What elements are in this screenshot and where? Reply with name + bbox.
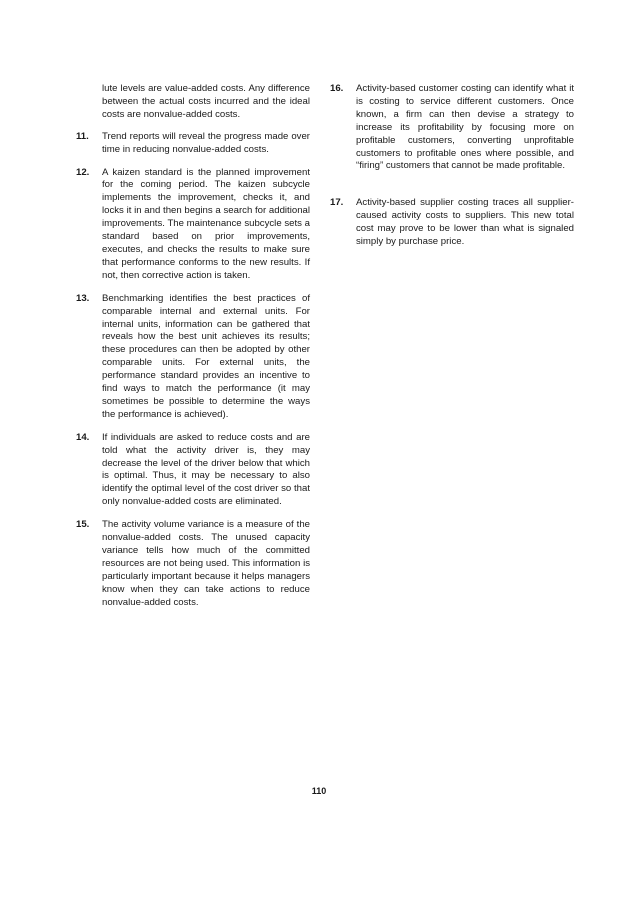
item-text: The activity volume variance is a measure of the nonvalue-added costs. The unused capacity variance tells how much of the committed resources are not being used. This information is particularly important because it helps managers know when they can take actions to reduce nonvalue-added costs. <box>102 519 310 608</box>
item-number: 13. <box>76 292 90 304</box>
list-item <box>76 432 310 509</box>
item-text: Benchmarking identifies the best practices of comparable internal and external units. For internal units, information can be gathered that reveals how the best unit achieves its results; these procedures can then be adopted by other comparable units. For external units, the performance standard provides an incentive to find ways to match the performance (it may sometimes be possible to determine the ways the performance is achieved). <box>102 292 310 420</box>
item-number: 14. <box>76 431 90 443</box>
list-item <box>76 519 310 609</box>
item-text: Activity-based supplier costing traces all supplier-caused activity costs to suppliers. This new total cost may prove to be lower than what is signaled simply by purchase price. <box>356 197 574 248</box>
item-number <box>76 83 102 122</box>
list-item <box>76 167 310 283</box>
list-item <box>330 197 574 249</box>
item-number: 12. <box>76 166 90 178</box>
list-item <box>76 293 310 422</box>
item-text: lute levels are value-added costs. Any difference between the actual costs incurred and the ideal costs are nonvalue-added costs. <box>102 83 310 120</box>
item-number: 11. <box>76 130 89 142</box>
item-number: 16. <box>330 83 344 94</box>
item-text: If individuals are asked to reduce costs and are told what the activity driver is, they may decrease the level of the driver below that which is optimal. Thus, it may be necessary to also identify the optimal level of the cost driver so that only nonvalue-added costs are eliminated. <box>102 431 310 508</box>
left-column <box>76 83 310 620</box>
right-column <box>330 83 574 259</box>
page-number: 110 <box>311 786 327 796</box>
list-item <box>76 131 310 157</box>
item-number: 15. <box>76 519 90 531</box>
item-text: Trend reports will reveal the progress made over time in reducing nonvalue-added costs. <box>102 130 310 155</box>
spacer <box>330 183 574 197</box>
item-text: A kaizen standard is the planned improvement for the coming period. The kaizen subcycle implements the improvement, checks it, and locks it in and then begins a search for additional improvements. The maintenance subcycle sets a standard based on prior improvements, executes, and checks the results to make sure that performance conforms to the new results. If not, then corrective action is taken. <box>102 166 310 281</box>
list-item <box>330 83 574 173</box>
item-text: Activity-based customer costing can identify what it is costing to service different customers. Once known, a firm can then devise a strategy to increase its profitability by focusing more on profitable customers, converting unprofitable customers to profitable ones where possible, and “firing” customers that cannot be made profitable. <box>356 83 574 172</box>
item-number: 17. <box>330 197 344 209</box>
list-item <box>76 83 310 122</box>
